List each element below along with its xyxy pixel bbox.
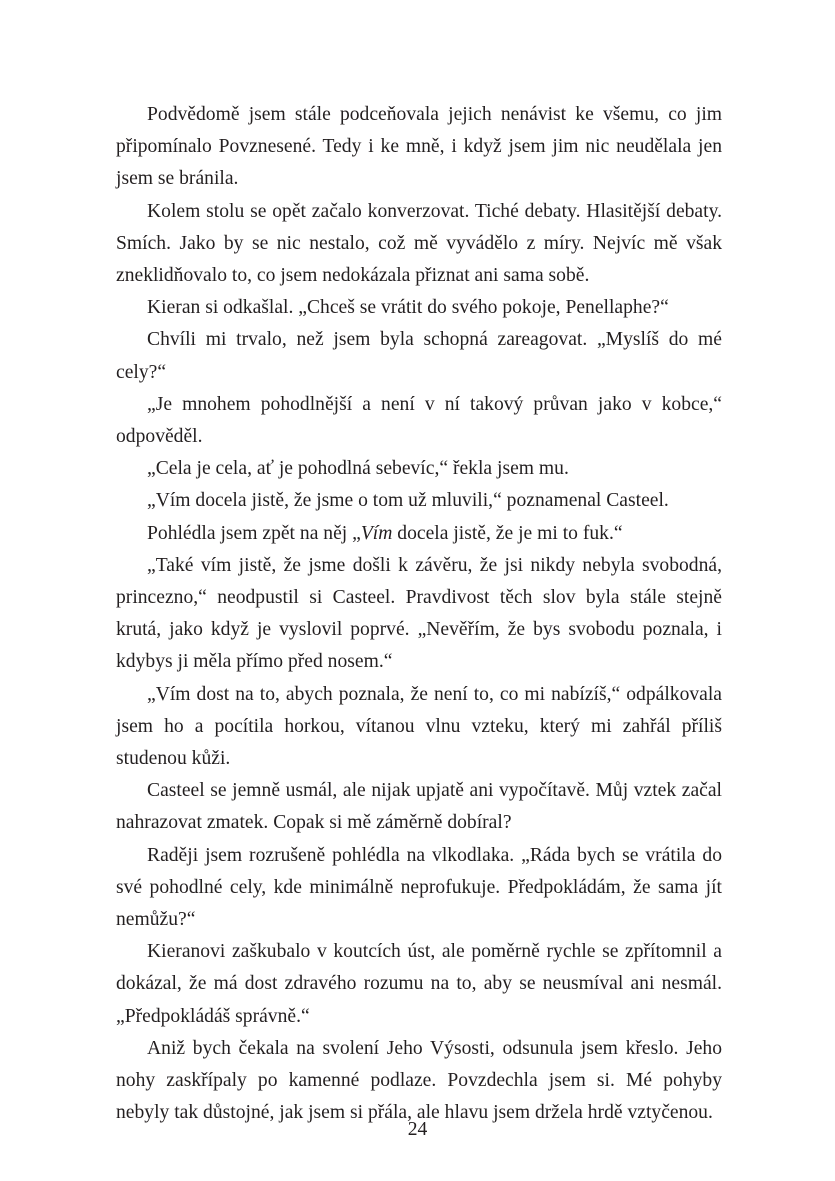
paragraph-6: „Cela je cela, ať je pohodlná sebevíc,“ řekla jsem mu. xyxy=(147,458,569,480)
paragraph-2: Kolem stolu se opět začalo konverzovat. Tiché debaty. Hlasitější debaty. Smích. Jako by se nic nestalo, což mě vyvádělo z míry. Nejvíc mě však zneklidňovalo to, co jsem nedokázala přiznat ani sama sobě. xyxy=(116,200,722,287)
paragraph-7: „Vím docela jistě, že jsme o tom už mluvili,“ poznamenal Casteel. xyxy=(147,490,669,512)
paragraph-11: Casteel se jemně usmál, ale nijak upjatě ani vypočítavě. Můj vztek začal nahrazovat zmatek. Copak si mě záměrně dobíral? xyxy=(116,780,722,834)
paragraph-4: Chvíli mi trvalo, než jsem byla schopná zareagovat. „Myslíš do mé cely?“ xyxy=(116,329,722,383)
paragraph-8 xyxy=(116,518,722,550)
paragraph-1: Podvědomě jsem stále podceňovala jejich nenávist ke všemu, co jim připomínalo Povznesené. Tedy i ke mně, i když jsem jim nic neudělala jen jsem se bránila. xyxy=(116,104,722,190)
paragraph-14: Aniž bych čekala na svolení Jeho Výsosti, odsunula jsem křeslo. Jeho nohy zaskřípaly po kamenné podlaze. Povzdechla jsem si. Mé pohyby nebyly tak důstojné, jak jsem si přála, ale hlavu jsem držela hrdě vztyčenou. xyxy=(116,1037,722,1124)
paragraph-3: Kieran si odkašlal. „Chceš se vrátit do svého pokoje, Penellaphe?“ xyxy=(147,297,669,319)
paragraph-8-before: Pohlédla jsem zpět na něj „ xyxy=(147,522,361,544)
body-text xyxy=(116,99,722,1130)
paragraph-10: „Vím dost na to, abych poznala, že není to, co mi nabízíš,“ odpálkovala jsem ho a pocítila horkou, vítanou vlnu vzteku, který mi zahřál příliš studenou kůži. xyxy=(116,683,722,770)
paragraph-13: Kieranovi zaškubalo v koutcích úst, ale poměrně rychle se zpřítomnil a dokázal, že má dost zdravého rozumu na to, aby se neusmíval ani nesmál. „Předpokládáš správně.“ xyxy=(116,941,722,1027)
paragraph-8-after: docela jistě, že je mi to fuk.“ xyxy=(392,522,623,544)
paragraph-12: Raději jsem rozrušeně pohlédla na vlkodlaka. „Ráda bych se vrátila do své pohodlné cely, kde minimálně neprofukuje. Předpokládám, že sama jít nemůžu?“ xyxy=(116,844,722,931)
page-number: 24 xyxy=(407,1119,428,1140)
paragraph-9: „Také vím jistě, že jsme došli k závěru, že jsi nikdy nebyla svobodná, princezno,“ neodpustil si Casteel. Pravdivost těch slov byla stále stejně krutá, jako když je vyslovil poprvé. „Nevěřím, že bys svobodu poznala, i kdybys ji měla přímo před nosem.“ xyxy=(116,554,722,673)
paragraph-8-emphasis: Vím xyxy=(360,522,393,544)
paragraph-5: „Je mnohem pohodlnější a není v ní takový průvan jako v kobce,“ odpověděl. xyxy=(116,393,722,448)
